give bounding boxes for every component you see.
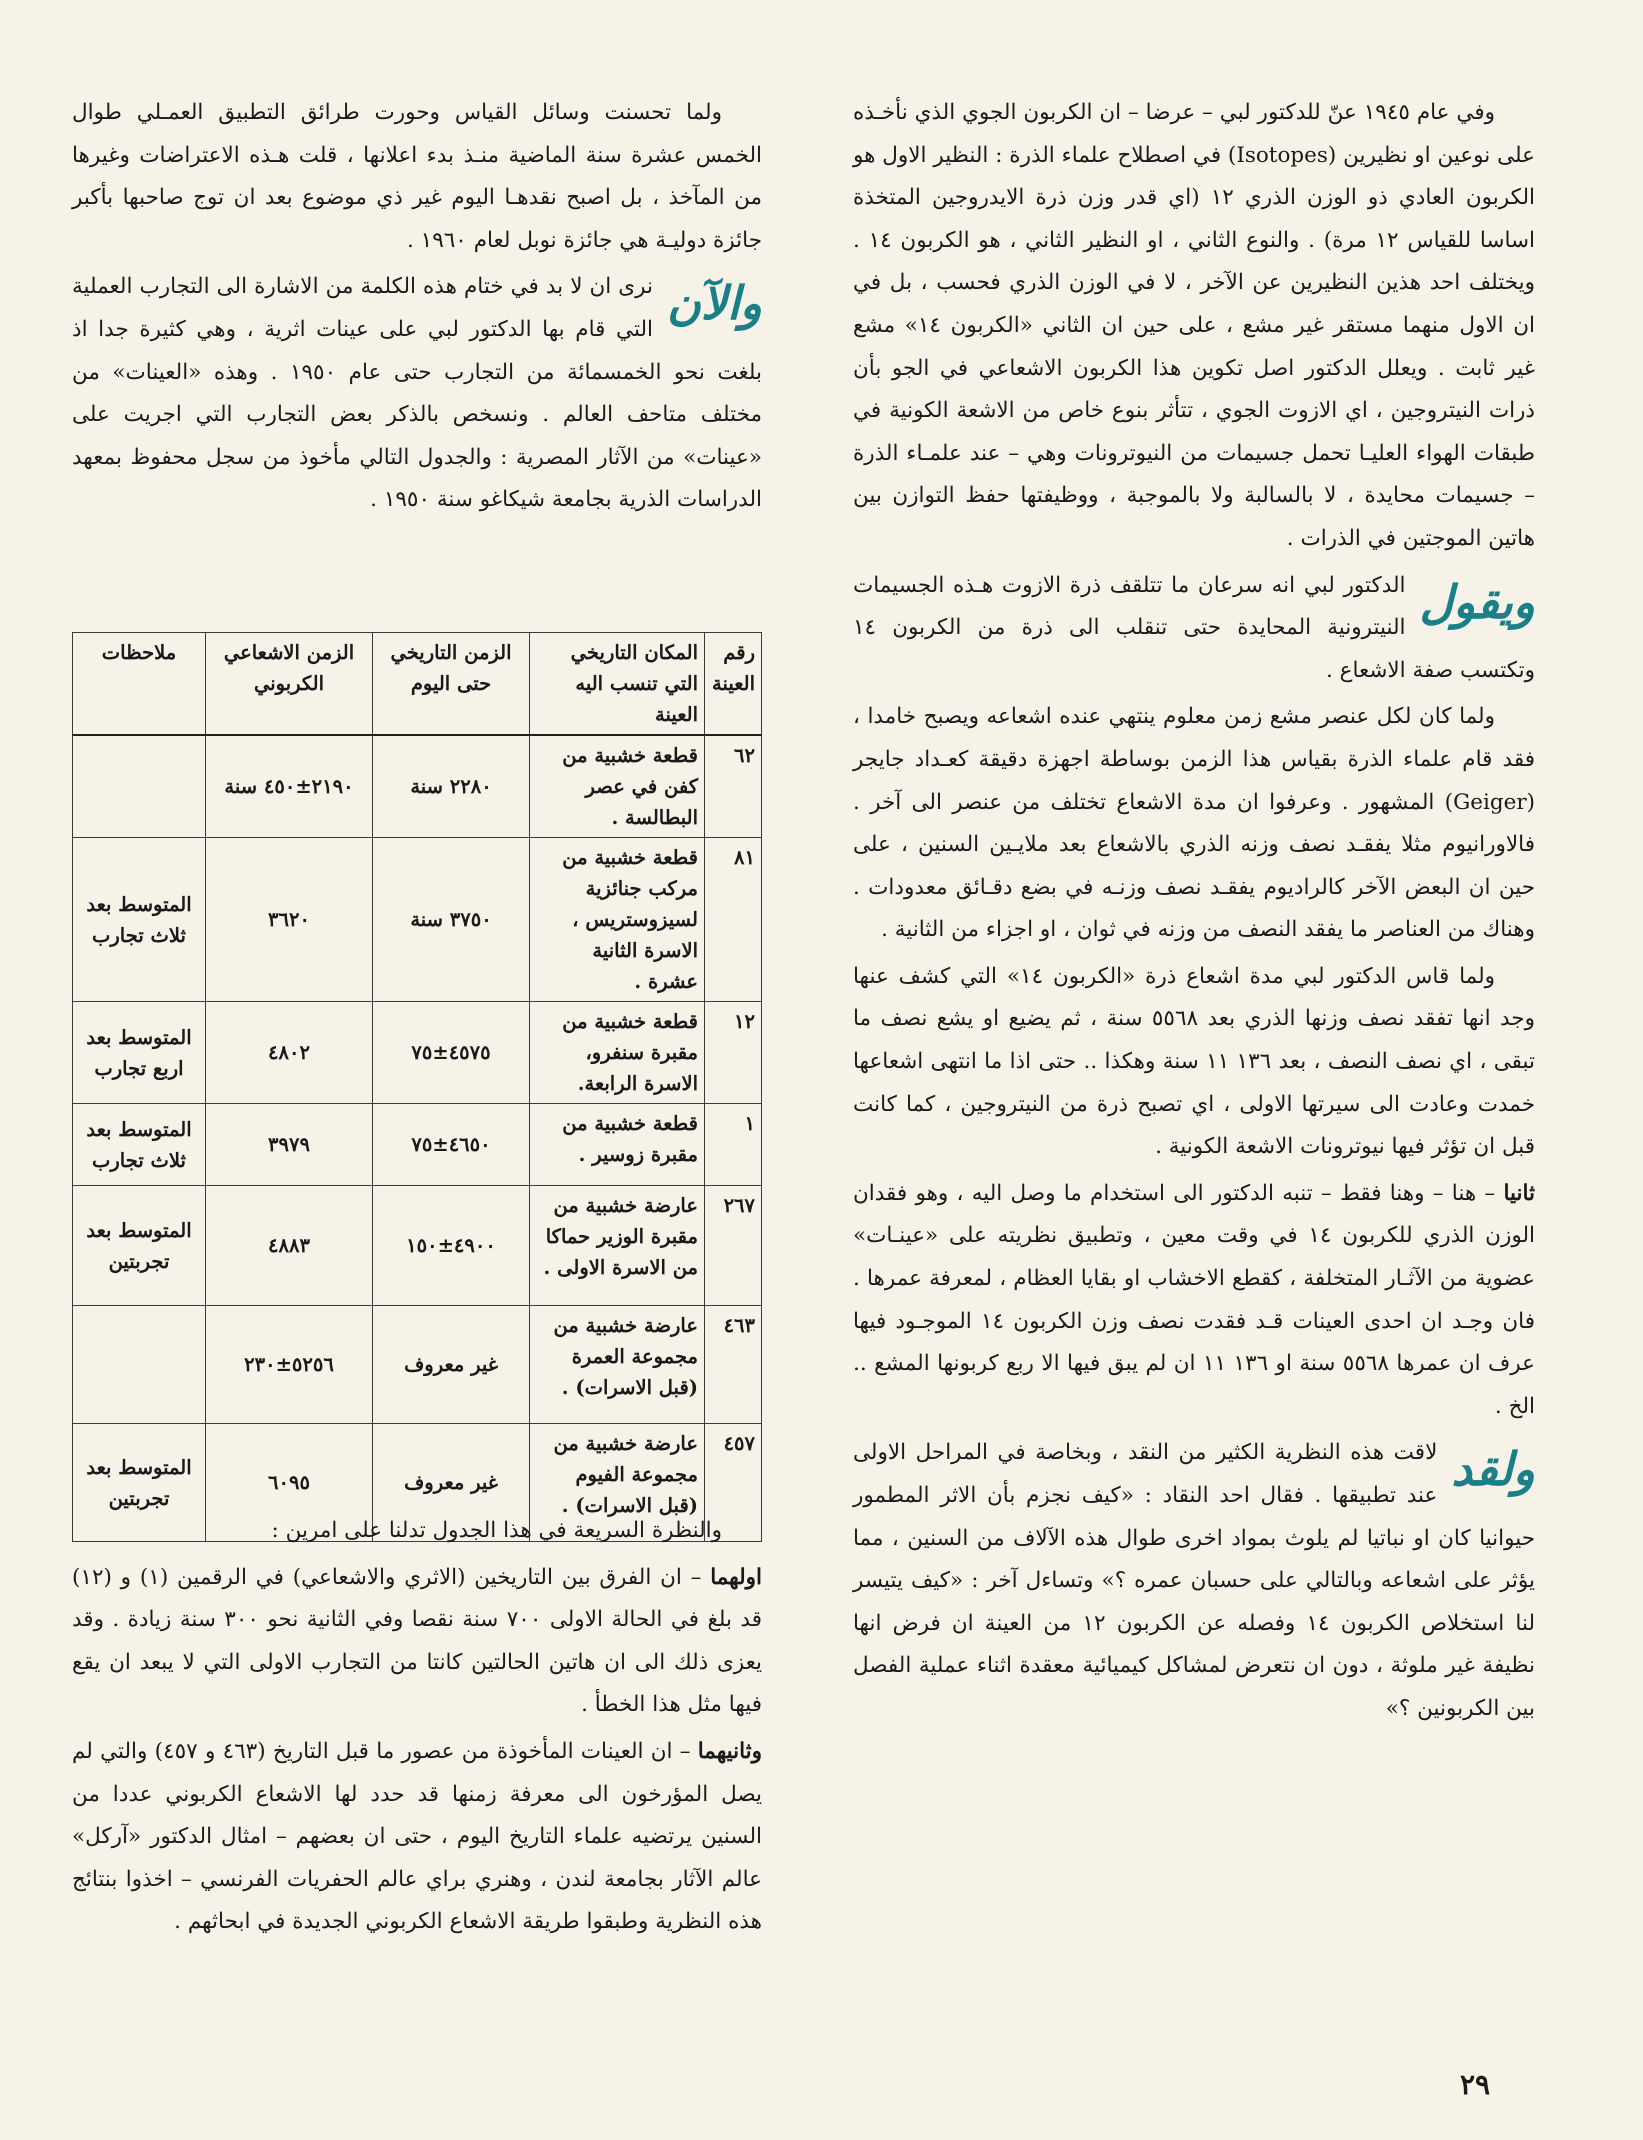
table-commentary (72, 1510, 762, 1948)
cell-notes: المتوسط بعد تجربتين (73, 1186, 206, 1306)
cell-place: عارضة خشبية من مقبرة الوزير حماكا من الاسرة الاولى . (530, 1186, 705, 1306)
drop-word-walaan: والآن (666, 276, 762, 331)
cell-carbon-age: ٤٨٨٣ (206, 1186, 373, 1306)
cell-historical-age: ٤٦٥٠±٧٥ (373, 1104, 530, 1186)
drop-word-walaqad: ولقد (1451, 1442, 1535, 1497)
paragraph-carbon14-halflife: ولما قاس الدكتور لبي مدة اشعاع ذرة «الكربون ١٤» التي كشف عنها وجد انها تفقد نصف وزنها الذري بعد ٥٥٦٨ سنة ، ثم يضيع او يشع نصف ما تبقى ، اي نصف النصف ، بعد ١٣٦ ١١ سنة وهكذا .. حتى اذا ما انتهى اشعاعها خمدت وعادت الى سيرتها الاولى ، اي تصبح ذرة من النيتروجين ، كما كانت قبل ان تؤثر فيها نيوترونات الاشعة الكونية . (853, 963, 1535, 1160)
cell-historical-age: ٣٧٥٠ سنة (373, 838, 530, 1002)
cell-notes: المتوسط بعد ثلاث تجارب (73, 838, 206, 1002)
header-carbon-age: الزمن الاشعاعي الكربوني (206, 633, 373, 736)
cell-number: ٢٦٧ (705, 1186, 762, 1306)
cell-place: قطعة خشبية من مركب جنائزية لسيزوستريس ، الاسرة الثانية عشرة . (530, 838, 705, 1002)
cell-notes (73, 735, 206, 838)
table-row (73, 1104, 762, 1186)
first-point-label: اولهما (710, 1564, 763, 1590)
cell-notes: المتوسط بعد اربع تجارب (73, 1002, 206, 1104)
cell-number: ١٢ (705, 1002, 762, 1104)
paragraph-first-point-text: – ان الفرق بين التاريخين (الاثري والاشعاعي) في الرقمين (١) و (١٢) قد بلغ في الحالة الاولى ٧٠٠ سنة نقصا وفي الثانية نحو ٣٠٠ سنة زيادة . وقد يعزى ذلك الى ان هاتين الحالتين كانتا من التجارب الاولى التي لا يبعد ان يقع فيها مثل هذا الخطأ . (72, 1564, 762, 1718)
paragraph-libby-says-text: الدكتور لبي انه سرعان ما تتلقف ذرة الازوت هـذه الجسيمات النيترونية المحايدة حتى تنقلب الى ذرة من الكربون ١٤ وتكتسب صفة الاشعاع . (853, 572, 1535, 683)
table-row (73, 1186, 762, 1306)
cell-number: ٤٥٧ (705, 1424, 762, 1542)
left-column (72, 92, 762, 526)
paragraph-criticism (853, 1432, 1535, 1730)
second-point-label: وثانيهما (697, 1738, 762, 1764)
cell-notes: المتوسط بعد ثلاث تجارب (73, 1104, 206, 1186)
cell-place: قطعة خشبية من مقبرة سنفرو، الاسرة الرابعة. (530, 1002, 705, 1104)
paragraph-quick-look: والنظرة السريعة في هذا الجدول تدلنا على امرين : (271, 1518, 722, 1543)
right-column (853, 92, 1535, 1735)
cell-historical-age: ٤٩٠٠±١٥٠ (373, 1186, 530, 1306)
cell-historical-age: ٢٢٨٠ سنة (373, 735, 530, 838)
secondly-label: ثانيا (1503, 1180, 1535, 1206)
cell-carbon-age: ٦٠٩٥ (206, 1424, 373, 1542)
paragraph-secondly (853, 1173, 1535, 1429)
cell-historical-age: غير معروف (373, 1306, 530, 1424)
paragraph-libby-1945: وفي عام ١٩٤٥ عنّ للدكتور لبي – عرضا – ان الكربون الجوي الذي نأخـذه على نوعين او نظيرين (Isotopes) في اصطلاح علماء الذرة : النظير الاول هو الكربون العادي ذو الوزن الذري ١٢ (اي قدر وزن ذرة الايدروجين المتخذة اساسا للقياس ١٢ مرة) . والنوع الثاني ، او النظير الثاني ، هو الكربون ١٤ . ويختلف احد هذين النظيرين عن الآخر ، لا في الوزن الذري فحسب ، بل في ان الاول منهما مستقر غير مشع ، على حين ان الثاني «الكربون ١٤» مشع غير ثابت . ويعلل الدكتور اصل تكوين هذا الكربون الاشعاعي في الجو بأن ذرات النيتروجين ، اي الازوت الجوي ، تتأثر بنوع خاص من الاشعة الكونية في طبقات الهواء العليـا تحمل جسيمات من النيوترونات وهي – عند علمـاء الذرة – جسيمات محايدة ، لا بالسالبة ولا بالموجبة ، ووظيفتها حفظ التوازن بين هاتين الموجتين في الذرات . (853, 100, 1535, 551)
cell-place: عارضة خشبية من مجموعة الفيوم (قبل الاسرات) . (530, 1424, 705, 1542)
page-number: ٢٩ (1460, 2068, 1491, 2101)
cell-notes: المتوسط بعد تجربتين (73, 1424, 206, 1542)
table-row (73, 735, 762, 838)
table-row (73, 838, 762, 1002)
cell-carbon-age: ٤٨٠٢ (206, 1002, 373, 1104)
paragraph-improvements: ولما تحسنت وسائل القياس وحورت طرائق التطبيق العمـلي طوال الخمس عشرة سنة الماضية منـذ بدء اعلانها ، قلت هـذه الاعتراضات وغيرها من المآخذ ، بل اصبح نقدهـا اليوم غير ذي موضوع بعد ان توج صاحبها بأكبر جائزة دوليـة هي جائزة نوبل لعام ١٩٦٠ . (72, 100, 762, 253)
cell-place: قطعة خشبية من مقبرة زوسير . (530, 1104, 705, 1186)
paragraph-and-now (72, 266, 762, 522)
header-sample-number: رقم العينة (705, 633, 762, 736)
cell-number: ١ (705, 1104, 762, 1186)
paragraph-libby-says (853, 565, 1535, 693)
header-historical-place: المكان التاريخي التي تنسب اليه العينة (530, 633, 705, 736)
paragraph-first-point (72, 1557, 762, 1727)
paragraph-second-point (72, 1731, 762, 1944)
paragraph-radiation-time: ولما كان لكل عنصر مشع زمن معلوم ينتهي عنده اشعاعه ويصبح خامدا ، فقد قام علماء الذرة بقياس هذا الزمن بوساطة اجهزة دقيقة كعـداد جايجر (Geiger) المشهور . وعرفوا ان مدة الاشعاع تختلف من عنصر الى آخر . فالاورانيوم مثلا يفقـد نصف وزنه الذري بالاشعاع بعد ملايـين السنين ، على حين ان البعض الآخر كالراديوم يفقـد نصف وزنـه في بضع دقـائق معدودات . وهناك من العناصر ما يفقد النصف من وزنه في ثوان ، او اجزاء من الثانية . (853, 704, 1535, 943)
header-notes: ملاحظات (73, 633, 206, 736)
samples-table (72, 632, 762, 1542)
cell-number: ٨١ (705, 838, 762, 1002)
table-row (73, 1306, 762, 1424)
cell-notes (73, 1306, 206, 1424)
paragraph-and-now-text: نرى ان لا بد في ختام هذه الكلمة من الاشارة الى التجارب العملية التي قام بها الدكتور لبي على عينات اثرية ، وهي كثيرة جدا اذ بلغت نحو الخمسمائة من التجارب حتى عام ١٩٥٠ . وهذه «العينات» من مختلف متاحف العالم . ونسخص بالذكر بعض التجارب التي اجريت على «عينات» من الآثار المصرية : والجدول التالي مأخوذ من سجل محفوظ بمعهد الدراسات الذرية بجامعة شيكاغو سنة ١٩٥٠ . (72, 274, 762, 513)
paragraph-secondly-text: – هنا – وهنا فقط – تنبه الدكتور الى استخدام ما وصل اليه ، وهو فقدان الوزن الذري للكربون ١٤ في وقت معين ، وتطبيق نظريته على «عينـات» عضوية من الآثـار المتخلفة ، كقطع الاخشاب او بقايا العظام ، لمعرفة عمرها . فان وجـد ان احدى العينات قـد فقدت نصف وزن الكربون ١٤ الموجـود فيها عرف ان عمرها ٥٥٦٨ سنة او ١٣٦ ١١ ان لم يبق فيها الا ربع كربونها المشع .. الخ . (853, 1180, 1535, 1419)
cell-number: ٦٢ (705, 735, 762, 838)
cell-number: ٤٦٣ (705, 1306, 762, 1424)
table-row (73, 1002, 762, 1104)
cell-place: عارضة خشبية من مجموعة العمرة (قبل الاسرات) . (530, 1306, 705, 1424)
cell-carbon-age: ٢١٩٠±٤٥٠ سنة (206, 735, 373, 838)
cell-historical-age: ٤٥٧٥±٧٥ (373, 1002, 530, 1104)
cell-carbon-age: ٥٢٥٦±٢٣٠ (206, 1306, 373, 1424)
paragraph-second-point-text: – ان العينات المأخوذة من عصور ما قبل التاريخ (٤٦٣ و ٤٥٧) والتي لم يصل المؤرخون الى معرفة زمنها قد حدد لها الاشعاع الكربوني عددا من السنين يرتضيه علماء التاريخ اليوم ، حتى ان بعضهم – امثال الدكتور «آركل» عالم الآثار بجامعة لندن ، وهنري براي عالم الحفريات الفرنسي – اخذوا بنتائج هذه النظرية وطبقوا طريقة الاشعاع الكربوني الجديدة في ابحاثهم . (72, 1738, 762, 1935)
cell-carbon-age: ٣٩٧٩ (206, 1104, 373, 1186)
paragraph-criticism-text: لاقت هذه النظرية الكثير من النقد ، وبخاصة في المراحل الاولى عند تطبيقها . فقال احد النقاد : «كيف نجزم بأن الاثر المطمور حيوانيا كان او نباتيا لم يلوث بمواد اخرى طوال هذه الآلاف من السنين ، مما يؤثر على اشعاعه وبالتالي على حسبان عمره ؟» وتساءل آخر : «كيف يتيسر لنا استخلاص الكربون ١٤ وفصله عن الكربون ١٢ من العينة ان فرض انها نظيفة غير ملوثة ، دون ان نتعرض لمشاكل كيميائية معقدة اثناء عملية الفصل بين الكربونين ؟» (853, 1440, 1535, 1721)
cell-historical-age: غير معروف (373, 1424, 530, 1542)
cell-place: قطعة خشبية من كفن في عصر البطالسة . (530, 735, 705, 838)
header-historical-age: الزمن التاريخي حتى اليوم (373, 633, 530, 736)
cell-carbon-age: ٣٦٢٠ (206, 838, 373, 1002)
drop-word-yaqul: ويقول (1419, 574, 1535, 629)
table-header-row (73, 633, 762, 736)
